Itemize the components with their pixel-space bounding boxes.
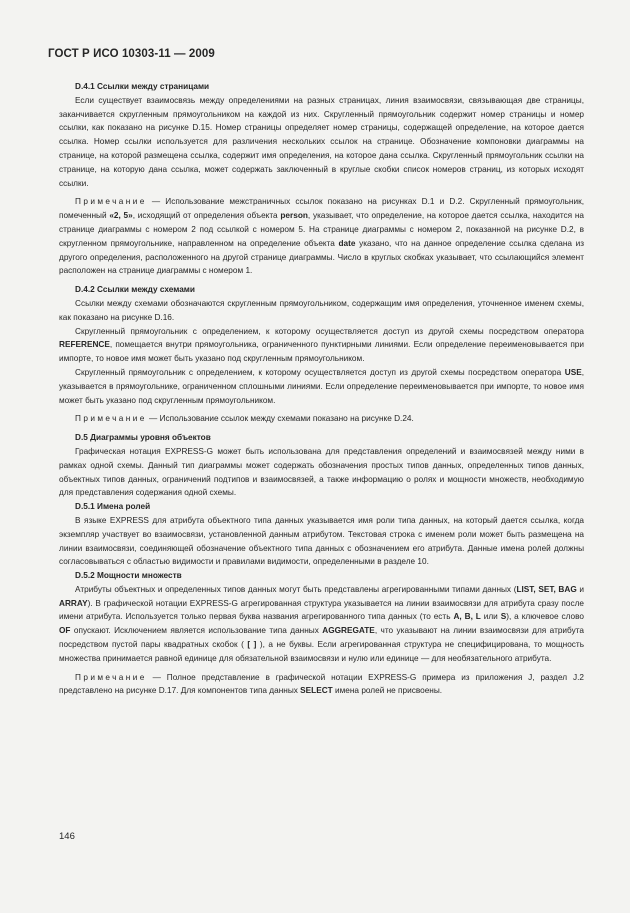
text-run: , помещается внутри прямоугольника, ограниченного пунктирными линиями. Если определение переименовывается при импорте, то новое имя может быть указано под скругленным прямоугольником. (59, 340, 584, 364)
paragraph (59, 366, 584, 407)
text-run: и (576, 584, 584, 594)
bold-term: AGGREGATE (322, 626, 375, 636)
section-heading: D.5.1 Имена ролей (75, 502, 151, 512)
note-label: Примечание (75, 672, 147, 682)
text-run: — Использование ссылок между схемами показано на рисунке D.24. (146, 414, 414, 424)
bold-term: USE (564, 367, 582, 377)
text-run: — Использование межстраничных ссылок показано на рисунках D.1 и D.2. Скругленный прямоугольник, помеченный (59, 197, 584, 221)
document-header: ГОСТ Р ИСО 10303-11 — 2009 (48, 48, 215, 60)
paragraph (59, 297, 584, 325)
section-heading: D.5 Диаграммы уровня объектов (75, 433, 211, 443)
text-run: Скругленный прямоугольник с определением, к которому осуществляется доступ из другой схемы посредством оператора (75, 367, 565, 377)
document-body (59, 80, 584, 698)
paragraph (59, 671, 584, 699)
paragraph (59, 94, 584, 191)
bold-term: SELECT (300, 686, 333, 696)
bold-term: A, B, L (453, 612, 481, 622)
text-run: ), а не буквы. Если агрегированная структура не специфицирована, то мощность множества принимается равной единице для обязательной взаимосвязи и нулю или единице — для необязательного атрибута. (59, 640, 585, 663)
section-heading: D.4.2 Ссылки между схемами (75, 285, 195, 295)
text-run: Если существует взаимосвязь между определениями на разных страницах, линия взаимосвязи, связывающая две страницы, заканчивается скругленным прямоугольником на каждой из них. Скругленный прямоугольник содержит номер страницы и номер ссылки, как показано на рисунке D.15. Номер страницы определяет номер страницы, содержащей определение, на которое дается ссылка. Номер ссылки используется для различения нескольких ссылок на странице. Обозначение компоновки диаграммы на странице, на которой размещена ссылка, содержит имя определения, на которое дана ссылка. Скругленный прямоугольник ссылки на странице, на которую дана ссылка, может содержать заключенный в круглые скобки список номеров страниц, из которых исходят ссылки. (59, 95, 584, 188)
note-label: Примечание (75, 414, 147, 424)
text-run: Атрибуты объектных и определенных типов данных могут быть представлены агрегированными типами данных ( (75, 584, 517, 594)
text-run: Графическая нотация EXPRESS-G может быть использована для представления определений и взаимосвязей между ними в рамках одной схемы. Данный тип диаграммы может содержать обозначения простых типов данных, определенных типов данных, объектных типов данных, ограничений подтипов и взаимосвязей, а также информацию о ролях и мощности множеств, необходимую для представления содержания одной схемы. (59, 446, 584, 498)
bold-term: date (338, 238, 356, 248)
text-run: указано, что на данное определение ссылка сделана из другого определения, расположенного на другой странице диаграммы. Число в круглых скобках указывает, что ссылающийся элемент расположен на странице диаграммы с номером 1. (59, 238, 584, 276)
text-run: Скругленный прямоугольник с определением, к которому осуществляется доступ из другой схемы посредством оператора (75, 326, 584, 336)
note-label: Примечание (75, 197, 147, 207)
paragraph (59, 325, 584, 366)
text-run: имена ролей не присвоены. (332, 686, 443, 696)
text-run: опускают. Исключением является использование типа данных (70, 626, 323, 636)
text-run: , что указывают на линии взаимосвязи для атрибута посредством пустой пары квадратных скобок ( (59, 626, 584, 650)
text-run: В языке EXPRESS для атрибута объектного типа данных указывается имя роли типа данных, на который дается ссылка, когда экземпляр участвует во взаимосвязи, установленной данным атрибутом. Текстовая строка с именем роли может быть размещена на линии взаимосвязи, соединяющей обозначение объектного типа данных с обозначением его атрибута. Данные имена ролей должны согласовываться с областью видимости и правилами видимости, определенными в разделе 10. (59, 515, 584, 567)
bold-term: OF (59, 626, 71, 636)
section-heading: D.4.1 Ссылки между страницами (75, 82, 210, 91)
text-run: — Полное представление в графической нотации EXPRESS-G примера из приложения J, раздел J.2 представлено на рисунке D.17. Для компонентов типа данных (59, 672, 584, 696)
text-run: , указывается в прямоугольнике, ограниченном сплошными линиями. Если определение переименовывается при импорте, то новое имя может быть указано под скругленным прямоугольником. (59, 367, 584, 405)
paragraph (59, 514, 584, 569)
text-run: ), а ключевое слово (506, 612, 584, 622)
bold-term: LIST, SET, BAG (516, 584, 577, 594)
bold-term: «2, 5» (109, 211, 133, 221)
text-run: или (480, 612, 501, 622)
paragraph (59, 195, 584, 278)
bold-term: person (280, 211, 308, 221)
text-run: , указывает, что определение, на которое дается ссылка, находится на странице диаграммы с номером 2 под ссылкой с номером 5. На странице диаграммы с номером 2, показанной на рисунке D.2, в скругленном прямоугольнике, направленном на определение объекта (59, 211, 584, 248)
paragraph (59, 445, 584, 500)
bold-term: REFERENCE (59, 340, 110, 350)
bold-term: ARRAY (59, 598, 88, 608)
text-run: , исходящий от определения объекта (132, 211, 281, 221)
text-run: ). В графической нотации EXPRESS-G агрегированная структура указывается на линии взаимосвязи для атрибута сразу после имени атрибута. Используется только первая буква названия агрегированного типа данных (то есть (59, 598, 584, 622)
paragraph (59, 412, 584, 426)
page-number: 146 (59, 831, 75, 842)
bold-term: [ ] (247, 640, 257, 650)
text-run: Ссылки между схемами обозначаются скругленным прямоугольником, содержащим имя определения, уточненное именем схемы, как показано на рисунке D.16. (59, 298, 584, 322)
bold-term: S (500, 612, 507, 622)
section-heading: D.5.2 Мощности множеств (75, 571, 182, 581)
paragraph (59, 583, 584, 666)
